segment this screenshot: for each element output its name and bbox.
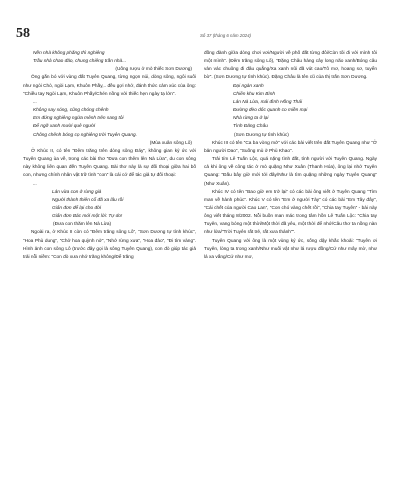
verse-line: Người thành thiên cổ đã xa lâu rồi <box>52 197 124 203</box>
verse-line: Nhà rừng ta ở lại <box>233 116 269 122</box>
page-header <box>0 0 402 50</box>
verse-line: Chông chênh bóng cọ nghiêng trời Tuyên Quang. <box>33 132 137 138</box>
verse-line: Lán vừa con ở rừng già <box>52 189 102 195</box>
paragraph: Khúc IV có tên “Bao giờ em trở lại” có các bài ông viết ở Tuyên Quang “Tìm man về hành phúc”. Khúc V có tên “Em ở người Tày” có các bài “Em Tây đây”, “Cái chết của người Cao Lan”, “Con chó vàng chết rồi”, “Chia tay Tuyên” - bài này ông viết tháng 8/2002. Nỗi buồn man mác trong tâm hồn Lê Tuấn Lộc: “Chia tay Tuyên, vang bóng một thời/Một thời đã yêu, một thời để nhớ/Câu thơ ta nồng nàn như lửa/“Trời Tuyên rất trẻ, rất xưa thánh””. <box>204 189 377 236</box>
verse-line: ... <box>33 99 37 105</box>
paragraph: Ông gắn bó với vùng đất Tuyên Quang, từng ngọn núi, dòng sông, ngôi suối như ngòi Chò, ngòi Lạm, Khuôn Phầy,.. đều gợi nhớ, đánh thức cảm xúc của ông: “Chiều tay Ngòi Lạm, Khuôn Phầy/Chén nồng với thiếc hẹn ngày tạ lớn”. <box>23 75 196 97</box>
verse-line: Tình Đảng Châu <box>233 124 268 130</box>
verse-line: Chiến khu Kim Bình <box>233 91 275 97</box>
verse-line: Để ngỡ xanh mười quê người <box>33 124 96 130</box>
paragraph: Ngoài ra, ở Khúc II còn có “Đêm trăng sông Lô”, “Sơn Dương tự tình khúc”, “Hoa Phù dung”, “Chở hoa quỳnh nở”, “Nhớ rừng xưa”, “Hoa đào”, “Đi tìm vàng”. Hình ảnh con sông Lô (trước đây gọi là sông Tuyên Quang), con đò giúp tác giả trải nỗi niềm: “Con đò xưa nhớ trăng không/Để trăng <box>23 230 196 260</box>
verse-line: ... <box>33 181 37 187</box>
verse-line: (Đưa con thăm lên Nà Lừa) <box>53 222 112 228</box>
paragraph: Trải tím Lê Tuấn Lộc, quá nặng tình đất, tình người với Tuyên Quang. Ngày cả khi ông về công tác ở mỏ quặng Như Xuân (Thanh Hóa), ông lại nhớ Tuyên Quang: “Đấu bây giờ mới tới đây/Như là tìm quặng những ngày Tuyên Quang” (Như Xuân). <box>204 157 377 187</box>
paragraph: Khúc III có tên “Ca ba vòng mở” với các bài viết trên đất Tuyên Quang như “Ở bản người Dao”, “Suống mù ở Phù Khao”. <box>204 140 377 154</box>
verse-line: Không say sóng, cũng chóng chênh <box>33 108 109 114</box>
verse-line: Giấn đơn để lại cho đời <box>52 205 102 211</box>
paragraph: Ở Khúc II, có tên “Đêm trăng trên dòng sông Đáy”, không gian kỷ ức với Tuyên Quang ùa về, trong các bài thơ “Đưa con thêm lên Nà Lừa”, du con sông này không liên quan đến Tuyên Quang. Bài thơ này là sự đối thoại giữa hai bố con, nhưng chính nhân vật trữ tình “con” là cái cớ để tác giả tự đối thoại: <box>23 148 196 179</box>
paragraph: Tuyên Quang với ông là một vùng ký ức, sống dậy khắc khoải: “Tuyên ơi Tuyên, lòng ta trong xanh/Như muối vật như lá rượu đồng/Cứ như mây mờ, như lá xa vắng/Cứ như mơ, <box>204 238 377 260</box>
verse-line: Lán Nà Lừa, mái đình Hồng Thái <box>233 99 303 105</box>
verse-line: Đại ngàn xanh <box>233 83 264 89</box>
paragraph: đồng đành giữa dòng chơi vơi/Người về phố đất từng đôi/Còn tôi đi với mình tôi một mình”. (Đêm trăng sông Lô), “Đặng Châu hàng cây long não xanh/Bóng câu vàn vác chuông đi đâu quẳng/Xa xanh nũi đã vút cao/Tô mơ, hoang sơ, tuyển bờ”. (Sơn Dương tự tình khúc). Đặng Châu là tên cũ của thị trấn Sơn Dương. <box>204 51 377 81</box>
left-text-column <box>23 50 196 475</box>
verse-line: (Uống rượu ở mỏ thiếc Sơn Dương) <box>115 67 192 73</box>
verse-line: Trầu nhà chao đảo, chung chiêng trần nhà... <box>33 59 127 65</box>
verse-line: (Sơn Dương tự tình khúc) <box>234 132 289 138</box>
verse-line: Giấn đơn Bác mới một lời: Tự do! <box>52 214 123 220</box>
verse-line: Đường đèo dốc quanh co miền mại <box>233 108 308 114</box>
right-text-column <box>204 50 377 475</box>
issue-info: Số 37 (tháng 6 năm 2024) <box>200 33 252 38</box>
page-number: 58 <box>16 26 30 41</box>
verse-line: (Mùa xuân sông Lô) <box>149 140 192 146</box>
verse-line: Em đứng nghiêng ngửa mênh trên sang tôi <box>33 116 124 122</box>
verse-line: Nền nhà không phẳng thì nghiêng <box>33 51 105 56</box>
